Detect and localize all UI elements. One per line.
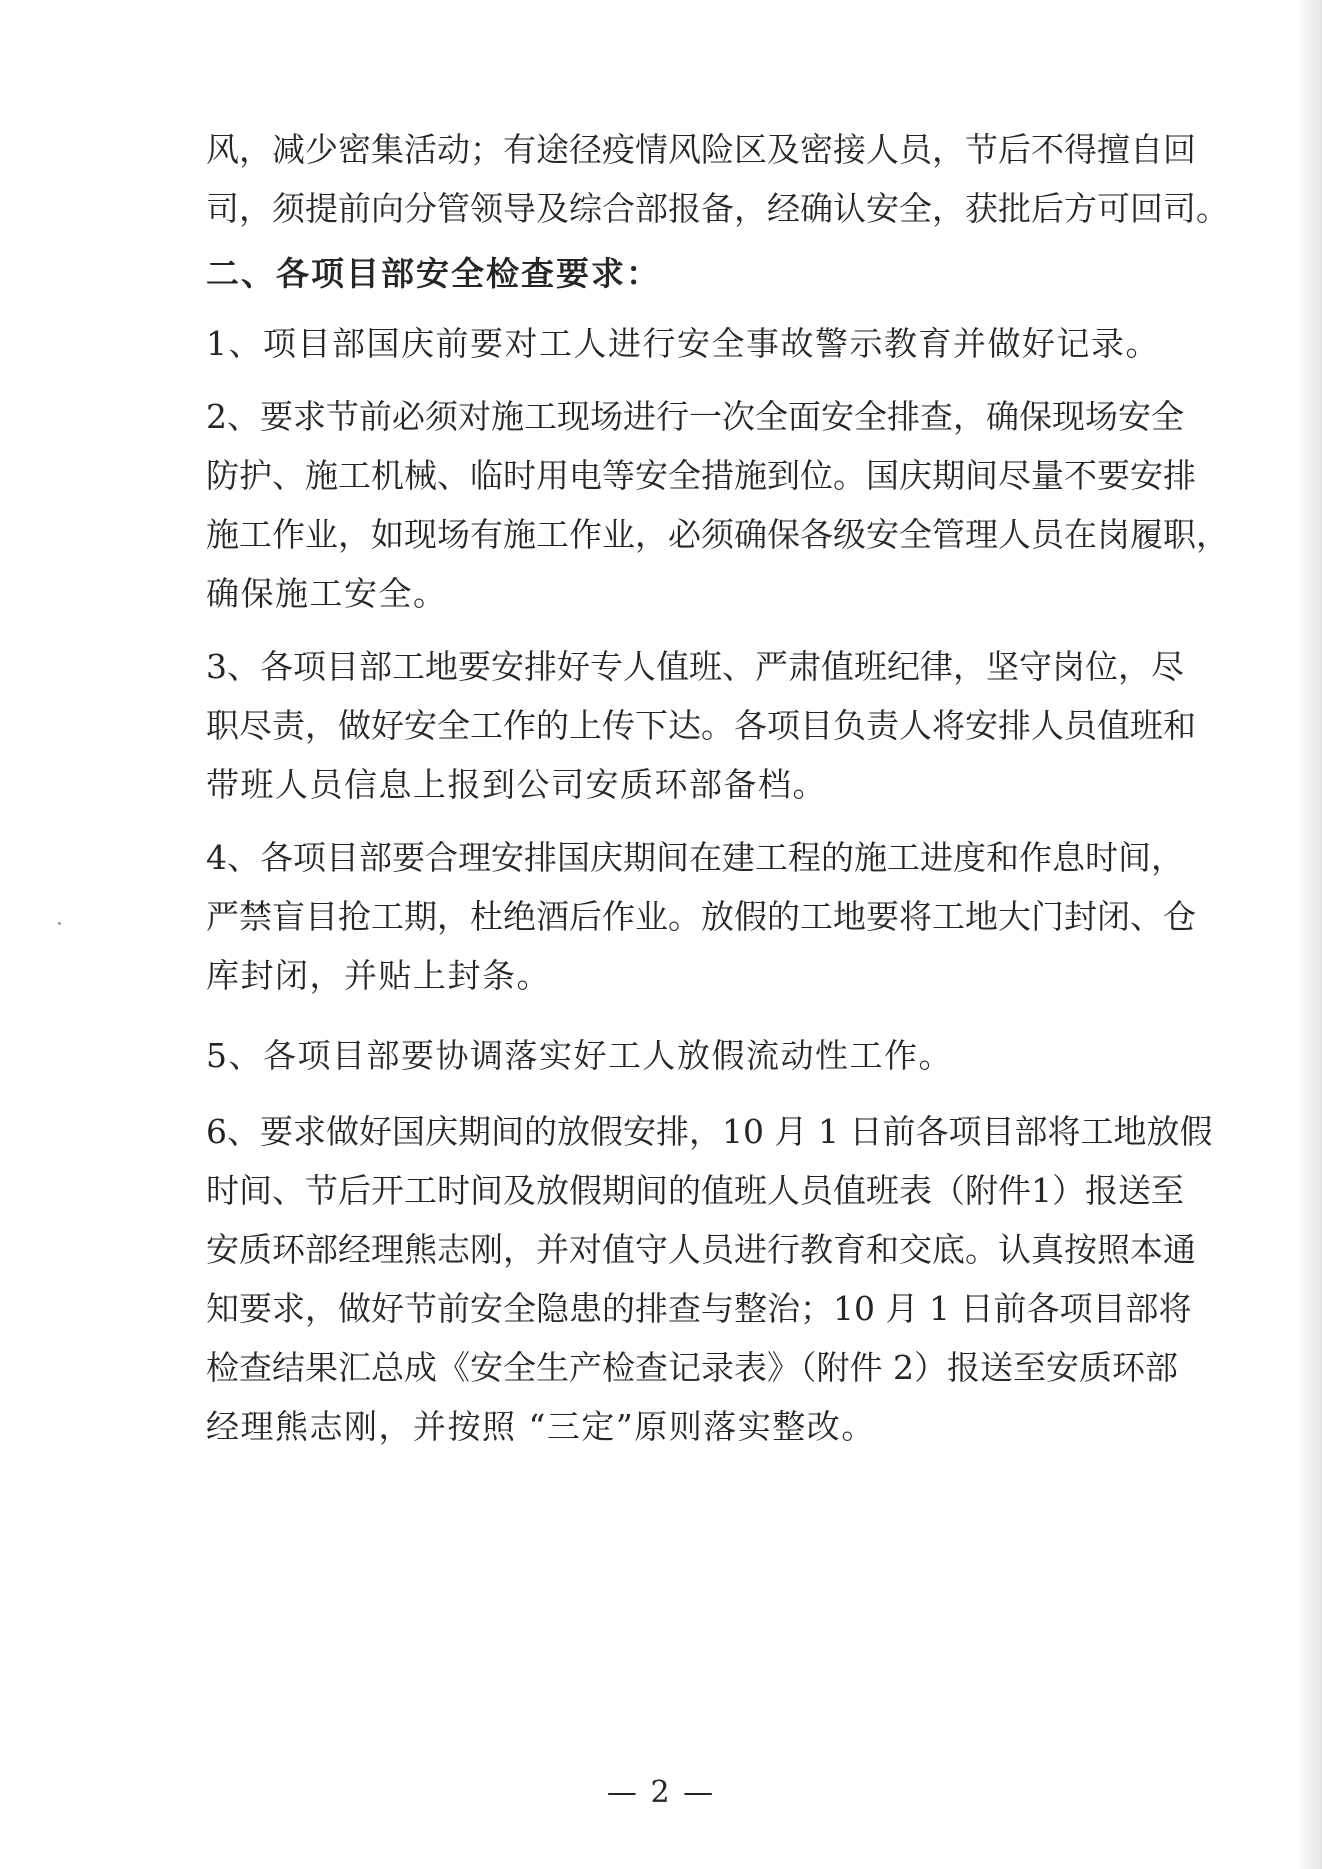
list-item-3-line: 职尽责，做好安全工作的上传下达。各项目负责人将安排人员值班和 bbox=[206, 706, 1196, 745]
page-edge-shadow bbox=[1296, 0, 1322, 1869]
list-item-5: 5、各项目部要协调落实好工人放假流动性工作。 bbox=[206, 1036, 953, 1075]
list-item-6-line: 知要求，做好节前安全隐患的排查与整治；10 月 1 日前各项目部将 bbox=[206, 1289, 1192, 1328]
list-item-1: 1、项目部国庆前要对工人进行安全事故警示教育并做好记录。 bbox=[206, 324, 1160, 363]
list-item-2-line: 确保施工安全。 bbox=[206, 574, 448, 613]
list-item-3-line: 带班人员信息上报到公司安质环部备档。 bbox=[206, 765, 827, 804]
paragraph-line: 司，须提前向分管领导及综合部报备，经确认安全，获批后方可回司。 bbox=[206, 189, 1229, 228]
page-number: — 2 — bbox=[606, 1775, 716, 1810]
list-item-6-line: 6、要求做好国庆期间的放假安排，10 月 1 日前各项目部将工地放假 bbox=[206, 1112, 1213, 1151]
list-item-2-line: 防护、施工机械、临时用电等安全措施到位。国庆期间尽量不要安排 bbox=[206, 456, 1196, 495]
list-item-4-line: 严禁盲目抢工期，杜绝酒后作业。放假的工地要将工地大门封闭、仓 bbox=[206, 897, 1196, 936]
scan-speck bbox=[58, 922, 61, 925]
list-item-2-line: 2、要求节前必须对施工现场进行一次全面安全排查，确保现场安全 bbox=[206, 397, 1184, 436]
list-item-6-line: 检查结果汇总成《安全生产检查记录表》（附件 2）报送至安质环部 bbox=[206, 1348, 1178, 1387]
list-item-3-line: 3、各项目部工地要安排好专人值班、严肃值班纪律，坚守岗位，尽 bbox=[206, 647, 1184, 686]
section-heading: 二、各项目部安全检查要求： bbox=[206, 254, 661, 293]
list-item-2-line: 施工作业，如现场有施工作业，必须确保各级安全管理人员在岗履职， bbox=[206, 515, 1229, 554]
list-item-6-line: 安质环部经理熊志刚，并对值守人员进行教育和交底。认真按照本通 bbox=[206, 1230, 1196, 1269]
list-item-4-line: 库封闭，并贴上封条。 bbox=[206, 956, 551, 995]
paragraph-line: 风，减少密集活动；有途径疫情风险区及密接人员，节后不得擅自回 bbox=[206, 130, 1196, 169]
list-item-6-line: 时间、节后开工时间及放假期间的值班人员值班表（附件1）报送至 bbox=[206, 1171, 1184, 1210]
list-item-6-line: 经理熊志刚，并按照 “三定”原则落实整改。 bbox=[206, 1407, 876, 1446]
list-item-4-line: 4、各项目部要合理安排国庆期间在建工程的施工进度和作息时间， bbox=[206, 838, 1184, 877]
